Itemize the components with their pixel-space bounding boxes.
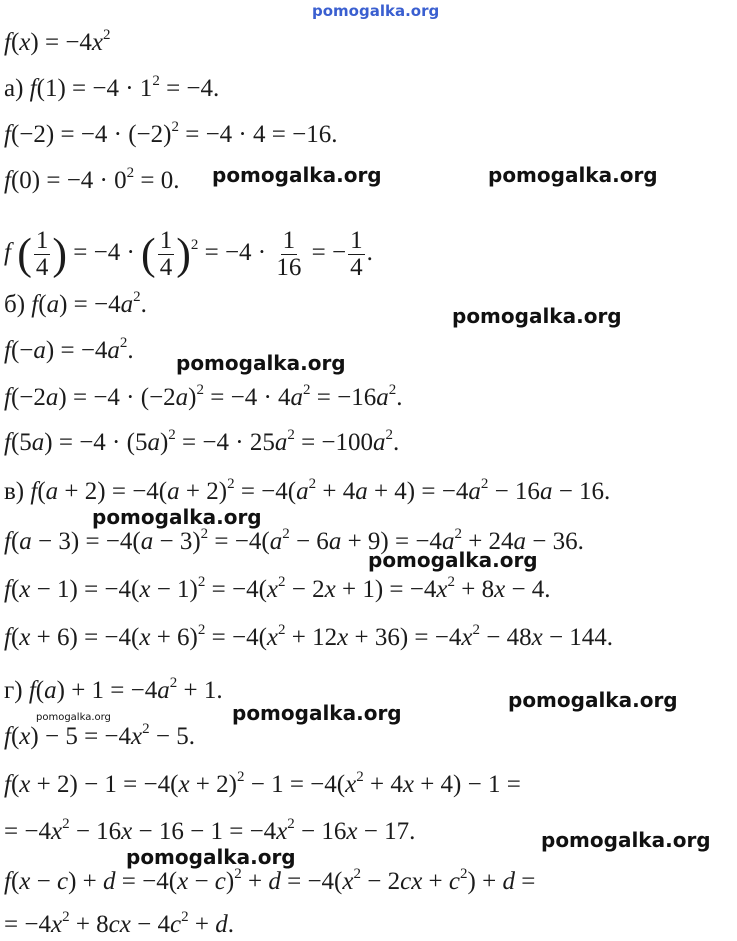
math-line-function: $f(x) = -4x^2$	[4, 27, 111, 56]
math-line-g4: = $-4x^2 - 16x - 16 - 1 = -4x^2 - 16x - 17$.	[4, 816, 416, 845]
watermark-small: pomogalka.org	[36, 712, 111, 723]
math-line-g1: г) $f(a) + 1 = -4a^2 + 1$.	[4, 675, 223, 704]
math-line-a1: а) $f(1) = -4 \cdot 1^2 = -4$.	[4, 73, 220, 102]
watermark: pomogalka.org	[232, 701, 402, 725]
math-line-b2: $f(-a) = -4a^2$.	[4, 335, 134, 364]
watermark: pomogalka.org	[541, 828, 711, 852]
math-line-g3: $f(x + 2) - 1 = -4(x + 2)^2 - 1 = -4(x^2 + 4x + 4) - 1$ =	[4, 769, 521, 798]
math-line-a2: $f(-2) = -4 \cdot (-2)^2 = -4 \cdot 4 = -16$.	[4, 119, 338, 148]
math-line-v2: $f(a - 3) = -4(a - 3)^2 = -4(a^2 - 6a + 9) = -4a^2 + 24a - 36$.	[4, 526, 584, 555]
math-line-v3: $f(x - 1) = -4(x - 1)^2 = -4(x^2 - 2x + 1) = -4x^2 + 8x - 4$.	[4, 574, 551, 603]
watermark: pomogalka.org	[126, 845, 296, 869]
math-line-b4: $f(5a) = -4 \cdot (5a)^2 = -4 \cdot 25a^2 = -100a^2$.	[4, 427, 400, 456]
math-line-g2: $f(x) - 5 = -4x^2 - 5$.	[4, 721, 195, 750]
math-line-b1: б) $f(a) = -4a^2$.	[4, 289, 147, 318]
watermark: pomogalka.org	[212, 163, 382, 187]
math-line-b3: $f(-2a) = -4 \cdot (-2a)^2 = -4 \cdot 4a^2 = -16a^2$.	[4, 382, 403, 411]
math-line-v4: $f(x + 6) = -4(x + 6)^2 = -4(x^2 + 12x + 36) = -4x^2 - 48x - 144$.	[4, 622, 614, 651]
watermark: pomogalka.org	[368, 548, 538, 572]
math-line-v1: в) $f(a + 2) = -4(a + 2)^2 = -4(a^2 + 4a + 4) = -4a^2 - 16a - 16$.	[4, 476, 611, 505]
math-line-g5: $f(x - c) + d = -4(x - c)^2 + d = -4(x^2 - 2cx + c^2) + d$ =	[4, 866, 536, 895]
math-line-g6: = $-4x^2 + 8cx - 4c^2 + d$.	[4, 909, 234, 938]
watermark-top: pomogalka.org	[312, 2, 440, 20]
math-line-a4: f ( $\frac{1}{4}$ ) = −4 · ( $\frac{1}{4}$ )$^2$ = −4 · $\frac{1}{16}$ = − $\frac{1}{4}$ .	[4, 227, 373, 281]
watermark: pomogalka.org	[176, 351, 346, 375]
math-line-a3: $f(0) = -4 \cdot 0^2 = 0$.	[4, 165, 180, 194]
watermark: pomogalka.org	[452, 304, 622, 328]
watermark: pomogalka.org	[92, 505, 262, 529]
watermark: pomogalka.org	[488, 163, 658, 187]
watermark: pomogalka.org	[508, 688, 678, 712]
